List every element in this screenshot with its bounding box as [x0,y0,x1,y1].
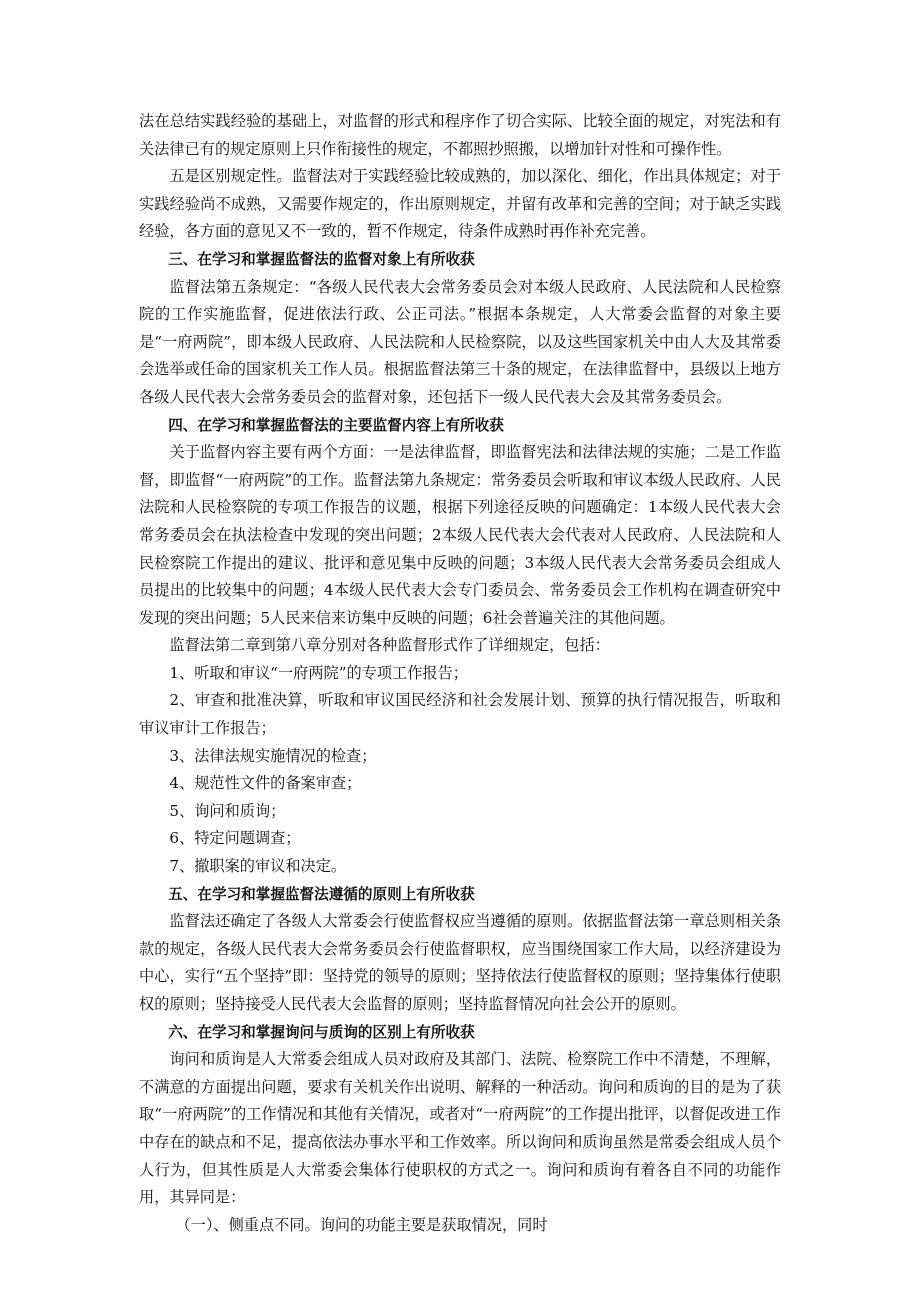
paragraph-continuation: 法在总结实践经验的基础上，对监督的形式和程序作了切合实际、比较全面的规定，对宪法和有关法律已有的规定原则上只作衔接性的规定，不都照抄照搬，以增加针对性和可操作性。 [139,112,781,158]
paragraph-point-five: 五是区别规定性。监督法对于实践经验比较成熟的，加以深化、细化，作出具体规定；对于实践经验尚不成熟，又需要作规定的，作出原则规定，并留有改革和完善的空间；对于缺乏实践经验，各方面的意见又不一致的，暂不作规定，待条件成熟时再作补充完善。 [139,167,781,241]
list-item: 6、特定问题调查； [169,829,301,848]
paragraph-principles: 监督法还确定了各级人大常委会行使监督权应当遵循的原则。依据监督法第一章总则相关条款的规定，各级人民代表大会常务委员会行使监督职权，应当围绕国家工作大局，以经济建设为中心，实行“五个坚持”即：坚持党的领导的原则；坚持依法行使监督权的原则；坚持集体行使职权的原则；坚持接受人民代表大会监督的原则；坚持监督情况向社会公开的原则。 [139,912,781,1013]
paragraph-supervision-content: 关于监督内容主要有两个方面：一是法律监督，即监督宪法和法律法规的实施；二是工作监督，即监督“一府两院”的工作。监督法第九条规定：常务委员会听取和审议本级人民政府、人民法院和人民检察院的专项工作报告的议题，根据下列途径反映的问题确定：1本级人民代表大会常务委员会在执法检查中发现的突出问题；2本级人民代表大会代表对人民政府、人民法院和人民检察院工作提出的建议、批评和意见集中反映的问题；3本级人民代表大会常务委员会组成人员提出的比较集中的问题；4本级人民代表大会专门委员会、常务委员会工作机构在调查研究中发现的突出问题；5人民来信来访集中反映的问题；6社会普遍关注的其他问题。 [139,443,781,627]
list-item: 3、法律法规实施情况的检查； [169,746,377,765]
list-item: 7、撤职案的审议和决定。 [169,857,347,876]
list-item: 5、询问和质询； [169,801,286,820]
section-heading-5: 五、在学习和掌握监督法遵循的原则上有所收获 [168,885,475,903]
paragraph-inquiry-interpellation: 询问和质询是人大常委会组成人员对政府及其部门、法院、检察院工作中不清楚，不理解，不满意的方面提出问题，要求有关机关作出说明、解释的一种活动。询问和质询的目的是为了获取“一府两院”的工作情况和其他有关情况，或者对“一府两院”的工作提出批评，以督促改进工作中存在的缺点和不足，提高依法办事水平和工作效率。所以询问和质询虽然是常委会组成人员个人行为，但其性质是人大常委会集体行使职权的方式之一。询问和质询有着各自不同的功能作用，其异同是： [139,1050,781,1207]
paragraph-subpoint-1: （一）、侧重点不同。询问的功能主要是获取情况，同时 [175,1215,548,1234]
document-page [139,108,781,1239]
list-item: 4、规范性文件的备案审查； [169,774,362,793]
section-heading-6: 六、在学习和掌握询问与质询的区别上有所收获 [168,1023,475,1041]
section-heading-4: 四、在学习和掌握监督法的主要监督内容上有所收获 [168,416,504,434]
list-item: 2、审查和批准决算，听取和审议国民经济和社会发展计划、预算的执行情况报告，听取和审议审计工作报告； [139,691,781,738]
paragraph-supervision-forms: 监督法第二章到第八章分别对各种监督形式作了详细规定，包括： [169,636,610,655]
paragraph-supervision-targets: 监督法第五条规定：“各级人民代表大会常务委员会对本级人民政府、人民法院和人民检察院的工作实施监督，促进依法行政、公正司法。”根据本条规定，人大常委会监督的对象主要是“一府两院”，即本级人民政府、人民法院和人民检察院，以及这些国家机关中由人大及其常委会选举或任命的国家机关工作人员。根据监督法第三十条的规定，在法律监督中，县级以上地方各级人民代表大会常务委员会的监督对象，还包括下一级人民代表大会及其常务委员会。 [139,277,781,406]
section-heading-3: 三、在学习和掌握监督法的监督对象上有所收获 [168,250,475,268]
list-item: 1、听取和审议“一府两院”的专项工作报告； [169,663,468,682]
